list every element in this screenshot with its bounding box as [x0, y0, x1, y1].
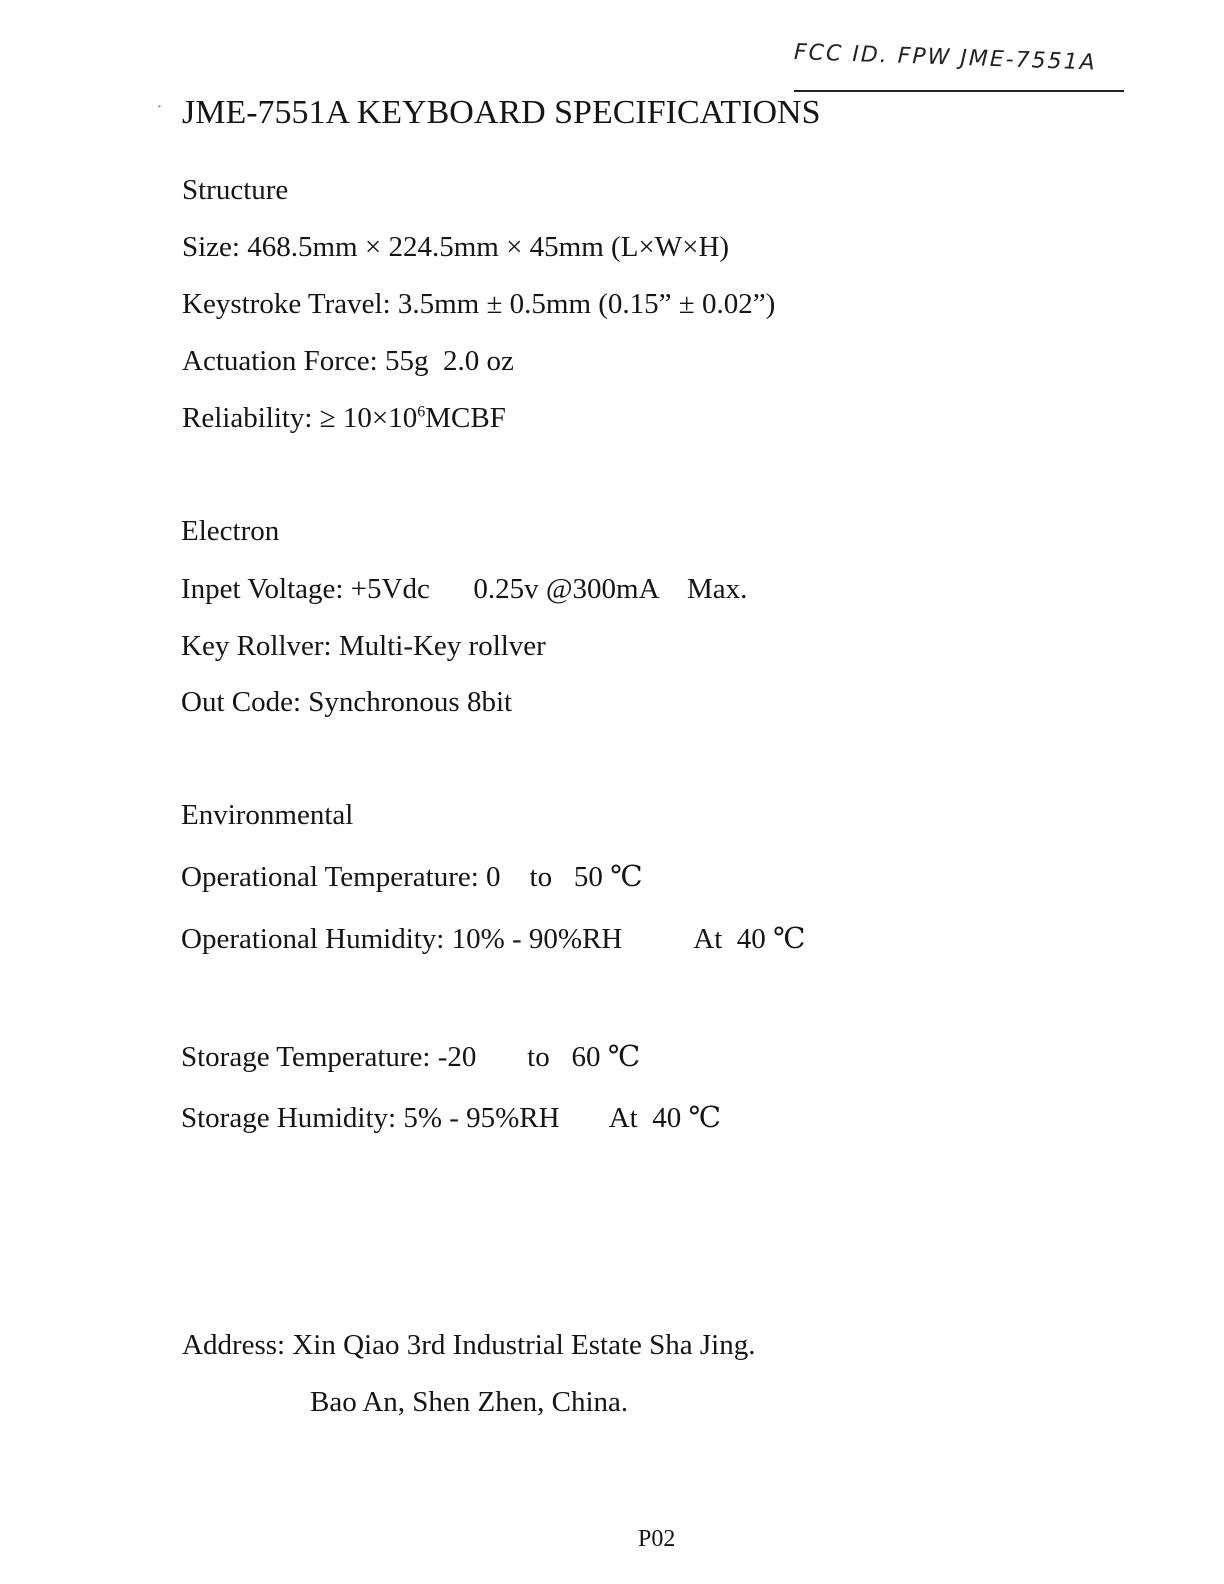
fcc-id-handwritten	[793, 40, 1124, 76]
spec-reliability	[182, 402, 506, 435]
spec-out-code: Out Code: Synchronous 8bit	[181, 686, 513, 718]
fcc-id-text: FCC ID. FPW JME-7551A	[793, 40, 1098, 76]
section-heading-electron: Electron	[181, 515, 280, 547]
spec-keystroke-travel: Keystroke Travel: 3.5mm ± 0.5mm (0.15” ± 0.02”)	[182, 288, 776, 320]
scan-mark: ˊ	[157, 104, 162, 119]
spec-operational-temperature: Operational Temperature: 0 to 50 ℃	[181, 861, 643, 893]
document-title: JME-7551A KEYBOARD SPECIFICATIONS	[182, 94, 821, 131]
spec-input-voltage: Inpet Voltage: +5Vdc 0.25v @300mA Max.	[181, 573, 748, 605]
address-line-2: Bao An, Shen Zhen, China.	[310, 1386, 629, 1418]
address-line-1: Address: Xin Qiao 3rd Industrial Estate Sha Jing.	[182, 1329, 756, 1361]
spec-storage-humidity: Storage Humidity: 5% - 95%RH At 40 ℃	[181, 1102, 721, 1134]
reliability-exponent: 6	[417, 403, 426, 421]
spec-actuation-force: Actuation Force: 55g 2.0 oz	[182, 345, 514, 377]
reliability-prefix: Reliability: ≥ 10×10	[182, 402, 418, 434]
section-heading-structure: Structure	[182, 174, 289, 206]
spec-key-rollover: Key Rollver: Multi-Key rollver	[181, 630, 546, 662]
fcc-underline	[794, 90, 1124, 92]
spec-operational-humidity: Operational Humidity: 10% - 90%RH At 40 ℃	[181, 923, 806, 955]
reliability-suffix: MCBF	[425, 402, 506, 434]
page-number: P02	[638, 1526, 676, 1552]
spec-size: Size: 468.5mm × 224.5mm × 45mm (L×W×H)	[182, 231, 730, 263]
spec-storage-temperature: Storage Temperature: -20 to 60 ℃	[181, 1041, 641, 1073]
section-heading-environmental: Environmental	[181, 799, 354, 831]
